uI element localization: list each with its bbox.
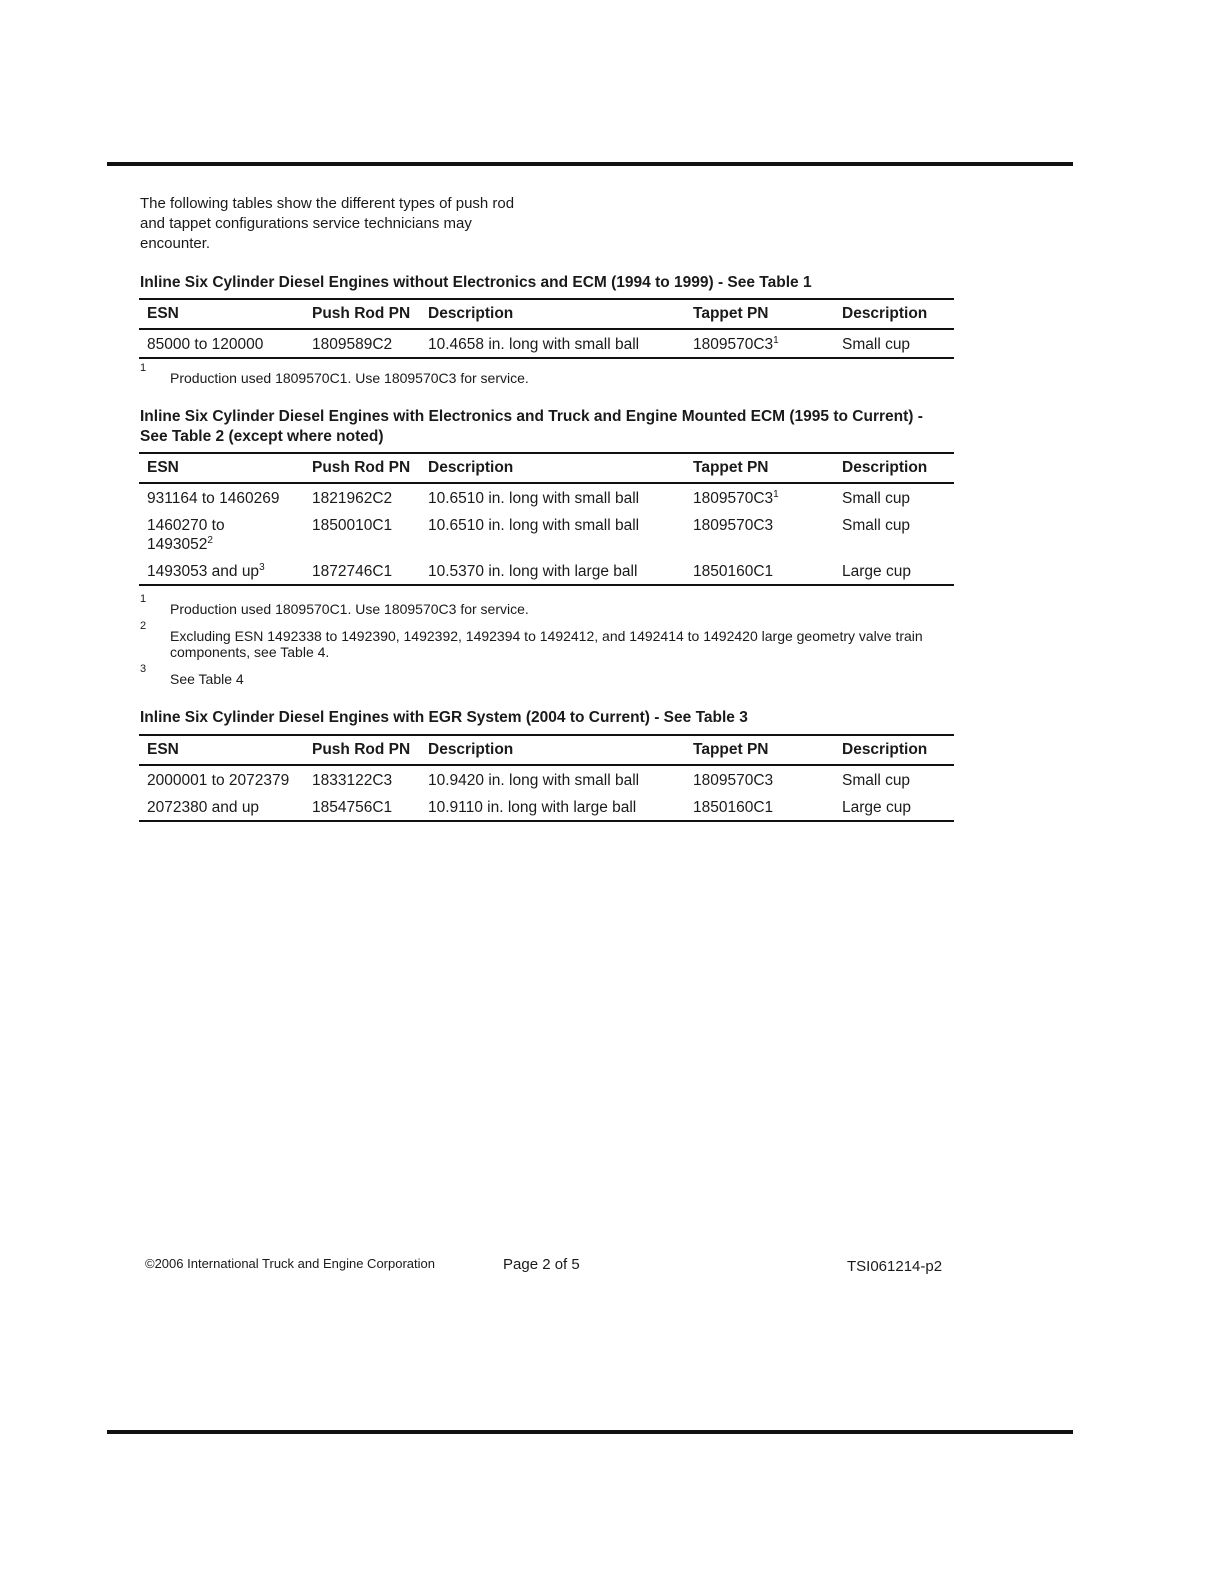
cell-push-rod-pn: 1850010C1 [312,517,393,534]
cell-description: 10.5370 in. long with large ball [428,563,638,580]
table-header-row [139,735,954,765]
col-esn: ESN [147,459,179,476]
col-push-rod-pn: Push Rod PN [312,305,411,322]
cell-description: 10.9110 in. long with large ball [428,799,637,816]
cell-tappet-description: Large cup [842,799,911,816]
col-esn: ESN [147,305,179,322]
col-push-rod-pn: Push Rod PN [312,741,411,758]
footnote-ref: 1 [773,334,779,346]
col-esn: ESN [147,741,179,758]
cell-esn [139,511,306,557]
footnote-ref: 3 [259,561,265,573]
table-row [139,793,954,821]
bottom-rule [107,1430,1073,1434]
cell-description: 10.9420 in. long with small ball [428,772,640,789]
tappet-pn-value: 1809570C3 [693,336,774,353]
esn-range-start: 1460270 to [147,517,225,534]
cell-esn: 85000 to 120000 [147,336,264,353]
esn-range-end: 1493052 [147,536,208,553]
cell-tappet-description: Small cup [842,772,911,789]
cell-push-rod-pn: 1809589C2 [312,336,393,353]
table1-footnote-1 [140,362,960,386]
top-rule [107,162,1073,166]
cell-push-rod-pn: 1872746C1 [312,563,393,580]
cell-push-rod-pn: 1854756C1 [312,799,393,816]
table3 [139,734,954,822]
cell-tappet-pn: 1809570C3 [693,517,774,534]
table2-title: Inline Six Cylinder Diesel Engines with Electronics and Truck and Engine Mounted ECM (1995 to Current) - See Table 2 (except where noted) [140,408,923,445]
cell-esn [139,557,306,585]
col-description: Description [428,305,514,322]
footnote-number: 3 [140,663,147,675]
cell-tappet-description: Small cup [842,517,911,534]
cell-tappet-pn [685,329,834,358]
cell-tappet-pn: 1809570C3 [693,772,774,789]
cell-tappet-pn: 1850160C1 [693,563,774,580]
col-push-rod-pn: Push Rod PN [312,459,411,476]
table-header-row [139,453,954,483]
col-description: Description [428,459,514,476]
footnote-number: 1 [140,362,147,374]
cell-tappet-description: Small cup [842,336,911,353]
table2-footnote-2 [140,620,960,660]
cell-tappet-description: Large cup [842,563,911,580]
cell-esn: 931164 to 1460269 [147,490,280,507]
footnote-number: 2 [140,620,147,632]
footnote-text: Production used 1809570C1. Use 1809570C3 for service. [170,601,529,617]
cell-esn: 2000001 to 2072379 [147,772,290,789]
footer-doc-id: TSI061214-p2 [847,1258,943,1275]
table-row [139,483,954,511]
table2-footnote-3 [140,663,960,687]
cell-description: 10.4658 in. long with small ball [428,336,640,353]
col-tappet-description: Description [842,459,928,476]
table2-footnote-1 [140,593,960,617]
footnote-ref: 2 [207,534,213,546]
col-tappet-description: Description [842,741,928,758]
footnote-text: Production used 1809570C1. Use 1809570C3 for service. [170,370,529,386]
intro-paragraph: The following tables show the different types of push rod and tappet configurations service technicians may encounter. [140,195,515,252]
col-tappet-pn: Tappet PN [693,305,769,322]
table1 [139,298,954,359]
cell-tappet-description: Small cup [842,490,911,507]
col-description: Description [428,741,514,758]
table1-title: Inline Six Cylinder Diesel Engines without Electronics and ECM (1994 to 1999) - See Table 1 [140,274,812,291]
table-header-row [139,299,954,329]
footnote-text: See Table 4 [170,671,244,687]
cell-tappet-pn: 1850160C1 [693,799,774,816]
cell-esn: 2072380 and up [147,799,260,816]
cell-tappet-pn [685,483,834,511]
col-tappet-description: Description [842,305,928,322]
col-tappet-pn: Tappet PN [693,741,769,758]
footer-copyright: ©2006 International Truck and Engine Corporation [145,1256,435,1271]
cell-push-rod-pn: 1821962C2 [312,490,393,507]
table3-title: Inline Six Cylinder Diesel Engines with EGR System (2004 to Current) - See Table 3 [140,709,748,726]
footnote-number: 1 [140,593,147,605]
cell-description: 10.6510 in. long with small ball [428,517,640,534]
table-row [139,765,954,793]
esn-value: 1493053 and up [147,563,260,580]
table2 [139,452,954,586]
col-tappet-pn: Tappet PN [693,459,769,476]
table-row [139,557,954,585]
table-row [139,329,954,358]
cell-description: 10.6510 in. long with small ball [428,490,640,507]
tappet-pn-value: 1809570C3 [693,490,774,507]
footnote-text: Excluding ESN 1492338 to 1492390, 1492392, 1492394 to 1492412, and 1492414 to 1492420 large geometry valve train components, see Table 4. [170,628,923,660]
footer-page-number: Page 2 of 5 [503,1256,580,1273]
cell-push-rod-pn: 1833122C3 [312,772,393,789]
footnote-ref: 1 [773,488,779,500]
table-row [139,511,954,557]
